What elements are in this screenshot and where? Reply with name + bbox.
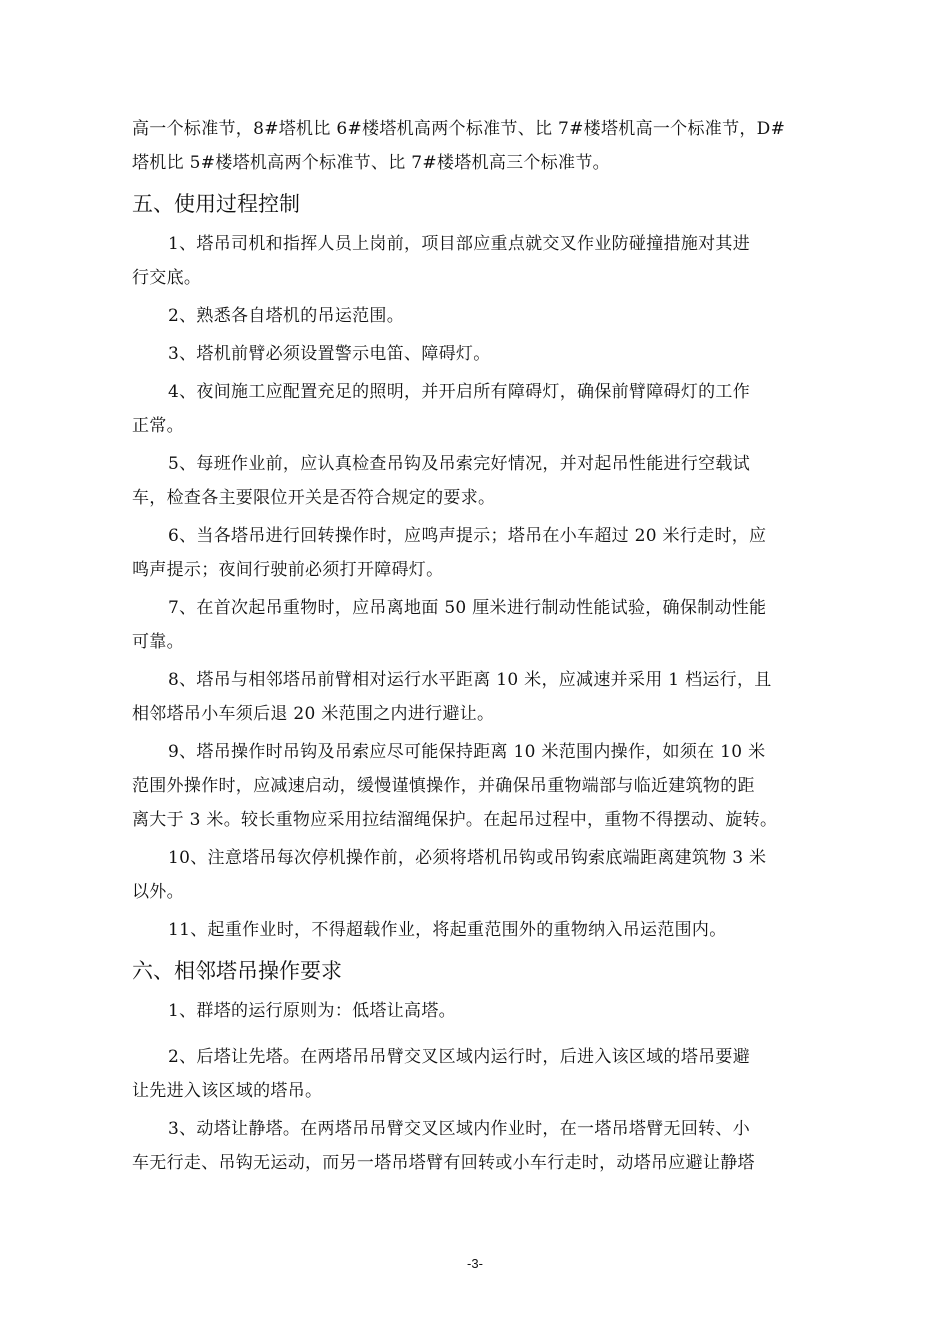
text-line: 行交底。 (132, 268, 202, 288)
list-item (132, 447, 822, 515)
list-item (132, 337, 822, 371)
text-line: 11、起重作业时，不得超载作业，将起重范围外的重物纳入吊运范围内。 (168, 920, 727, 940)
text-line: 1、群塔的运行原则为：低塔让高塔。 (168, 1001, 456, 1021)
text-line: 9、塔吊操作时吊钩及吊索应尽可能保持距离 10 米范围内操作，如须在 10 米 (168, 742, 766, 762)
page-content (132, 112, 822, 1184)
list-item (132, 519, 822, 587)
text-line: 车，检查各主要限位开关是否符合规定的要求。 (132, 488, 496, 508)
text-line: 可靠。 (132, 632, 184, 652)
text-line: 10、注意塔吊每次停机操作前，必须将塔机吊钩或吊钩索底端距离建筑物 3 米 (168, 848, 767, 868)
list-item (132, 375, 822, 443)
text-line: 1、塔吊司机和指挥人员上岗前，项目部应重点就交叉作业防碰撞措施对其进 (168, 234, 751, 254)
text-line: 8、塔吊与相邻塔吊前臂相对运行水平距离 10 米，应减速并采用 1 档运行，且 (168, 670, 772, 690)
section-heading: 五、使用过程控制 (132, 192, 300, 216)
list-item (132, 1112, 822, 1180)
text-line: 塔机比 5#楼塔机高两个标准节、比 7#楼塔机高三个标准节。 (132, 153, 610, 173)
list-item (132, 663, 822, 731)
text-line: 离大于 3 米。较长重物应采用拉结溜绳保护。在起吊过程中，重物不得摆动、旋转。 (132, 810, 778, 830)
text-line: 6、当各塔吊进行回转操作时，应鸣声提示；塔吊在小车超过 20 米行走时，应 (168, 526, 767, 546)
text-line: 让先进入该区域的塔吊。 (132, 1081, 323, 1101)
text-line: 相邻塔吊小车须后退 20 米范围之内进行避让。 (132, 704, 495, 724)
section-heading: 六、相邻塔吊操作要求 (132, 959, 342, 983)
text-line: 车无行走、吊钩无运动，而另一塔吊塔臂有回转或小车行走时，动塔吊应避让静塔 (132, 1153, 755, 1173)
text-line: 4、夜间施工应配置充足的照明，并开启所有障碍灯，确保前臂障碍灯的工作 (168, 382, 751, 402)
list-item (132, 841, 822, 909)
list-item (132, 994, 822, 1028)
text-line: 高一个标准节，8#塔机比 6#楼塔机高两个标准节、比 7#楼塔机高一个标准节，D# (132, 119, 786, 139)
text-line: 鸣声提示；夜间行驶前必须打开障碍灯。 (132, 560, 444, 580)
text-line: 以外。 (132, 882, 184, 902)
text-line: 2、熟悉各自塔机的吊运范围。 (168, 306, 405, 326)
text-line: 2、后塔让先塔。在两塔吊吊臂交叉区域内运行时，后进入该区域的塔吊要避 (168, 1047, 751, 1067)
text-line: 3、塔机前臂必须设置警示电笛、障碍灯。 (168, 344, 491, 364)
page-number: -3- (467, 1256, 483, 1271)
intro-paragraph (132, 112, 822, 180)
text-line: 3、动塔让静塔。在两塔吊吊臂交叉区域内作业时，在一塔吊塔臂无回转、小 (168, 1119, 751, 1139)
list-item (132, 591, 822, 659)
list-item (132, 1040, 822, 1108)
text-line: 5、每班作业前，应认真检查吊钩及吊索完好情况，并对起吊性能进行空载试 (168, 454, 751, 474)
list-item (132, 227, 822, 295)
text-line: 范围外操作时，应减速启动，缓慢谨慎操作，并确保吊重物端部与临近建筑物的距 (132, 776, 755, 796)
text-line: 7、在首次起吊重物时，应吊离地面 50 厘米进行制动性能试验，确保制动性能 (168, 598, 767, 618)
text-line: 正常。 (132, 416, 184, 436)
list-item (132, 913, 822, 947)
list-item (132, 299, 822, 333)
list-item (132, 735, 822, 837)
